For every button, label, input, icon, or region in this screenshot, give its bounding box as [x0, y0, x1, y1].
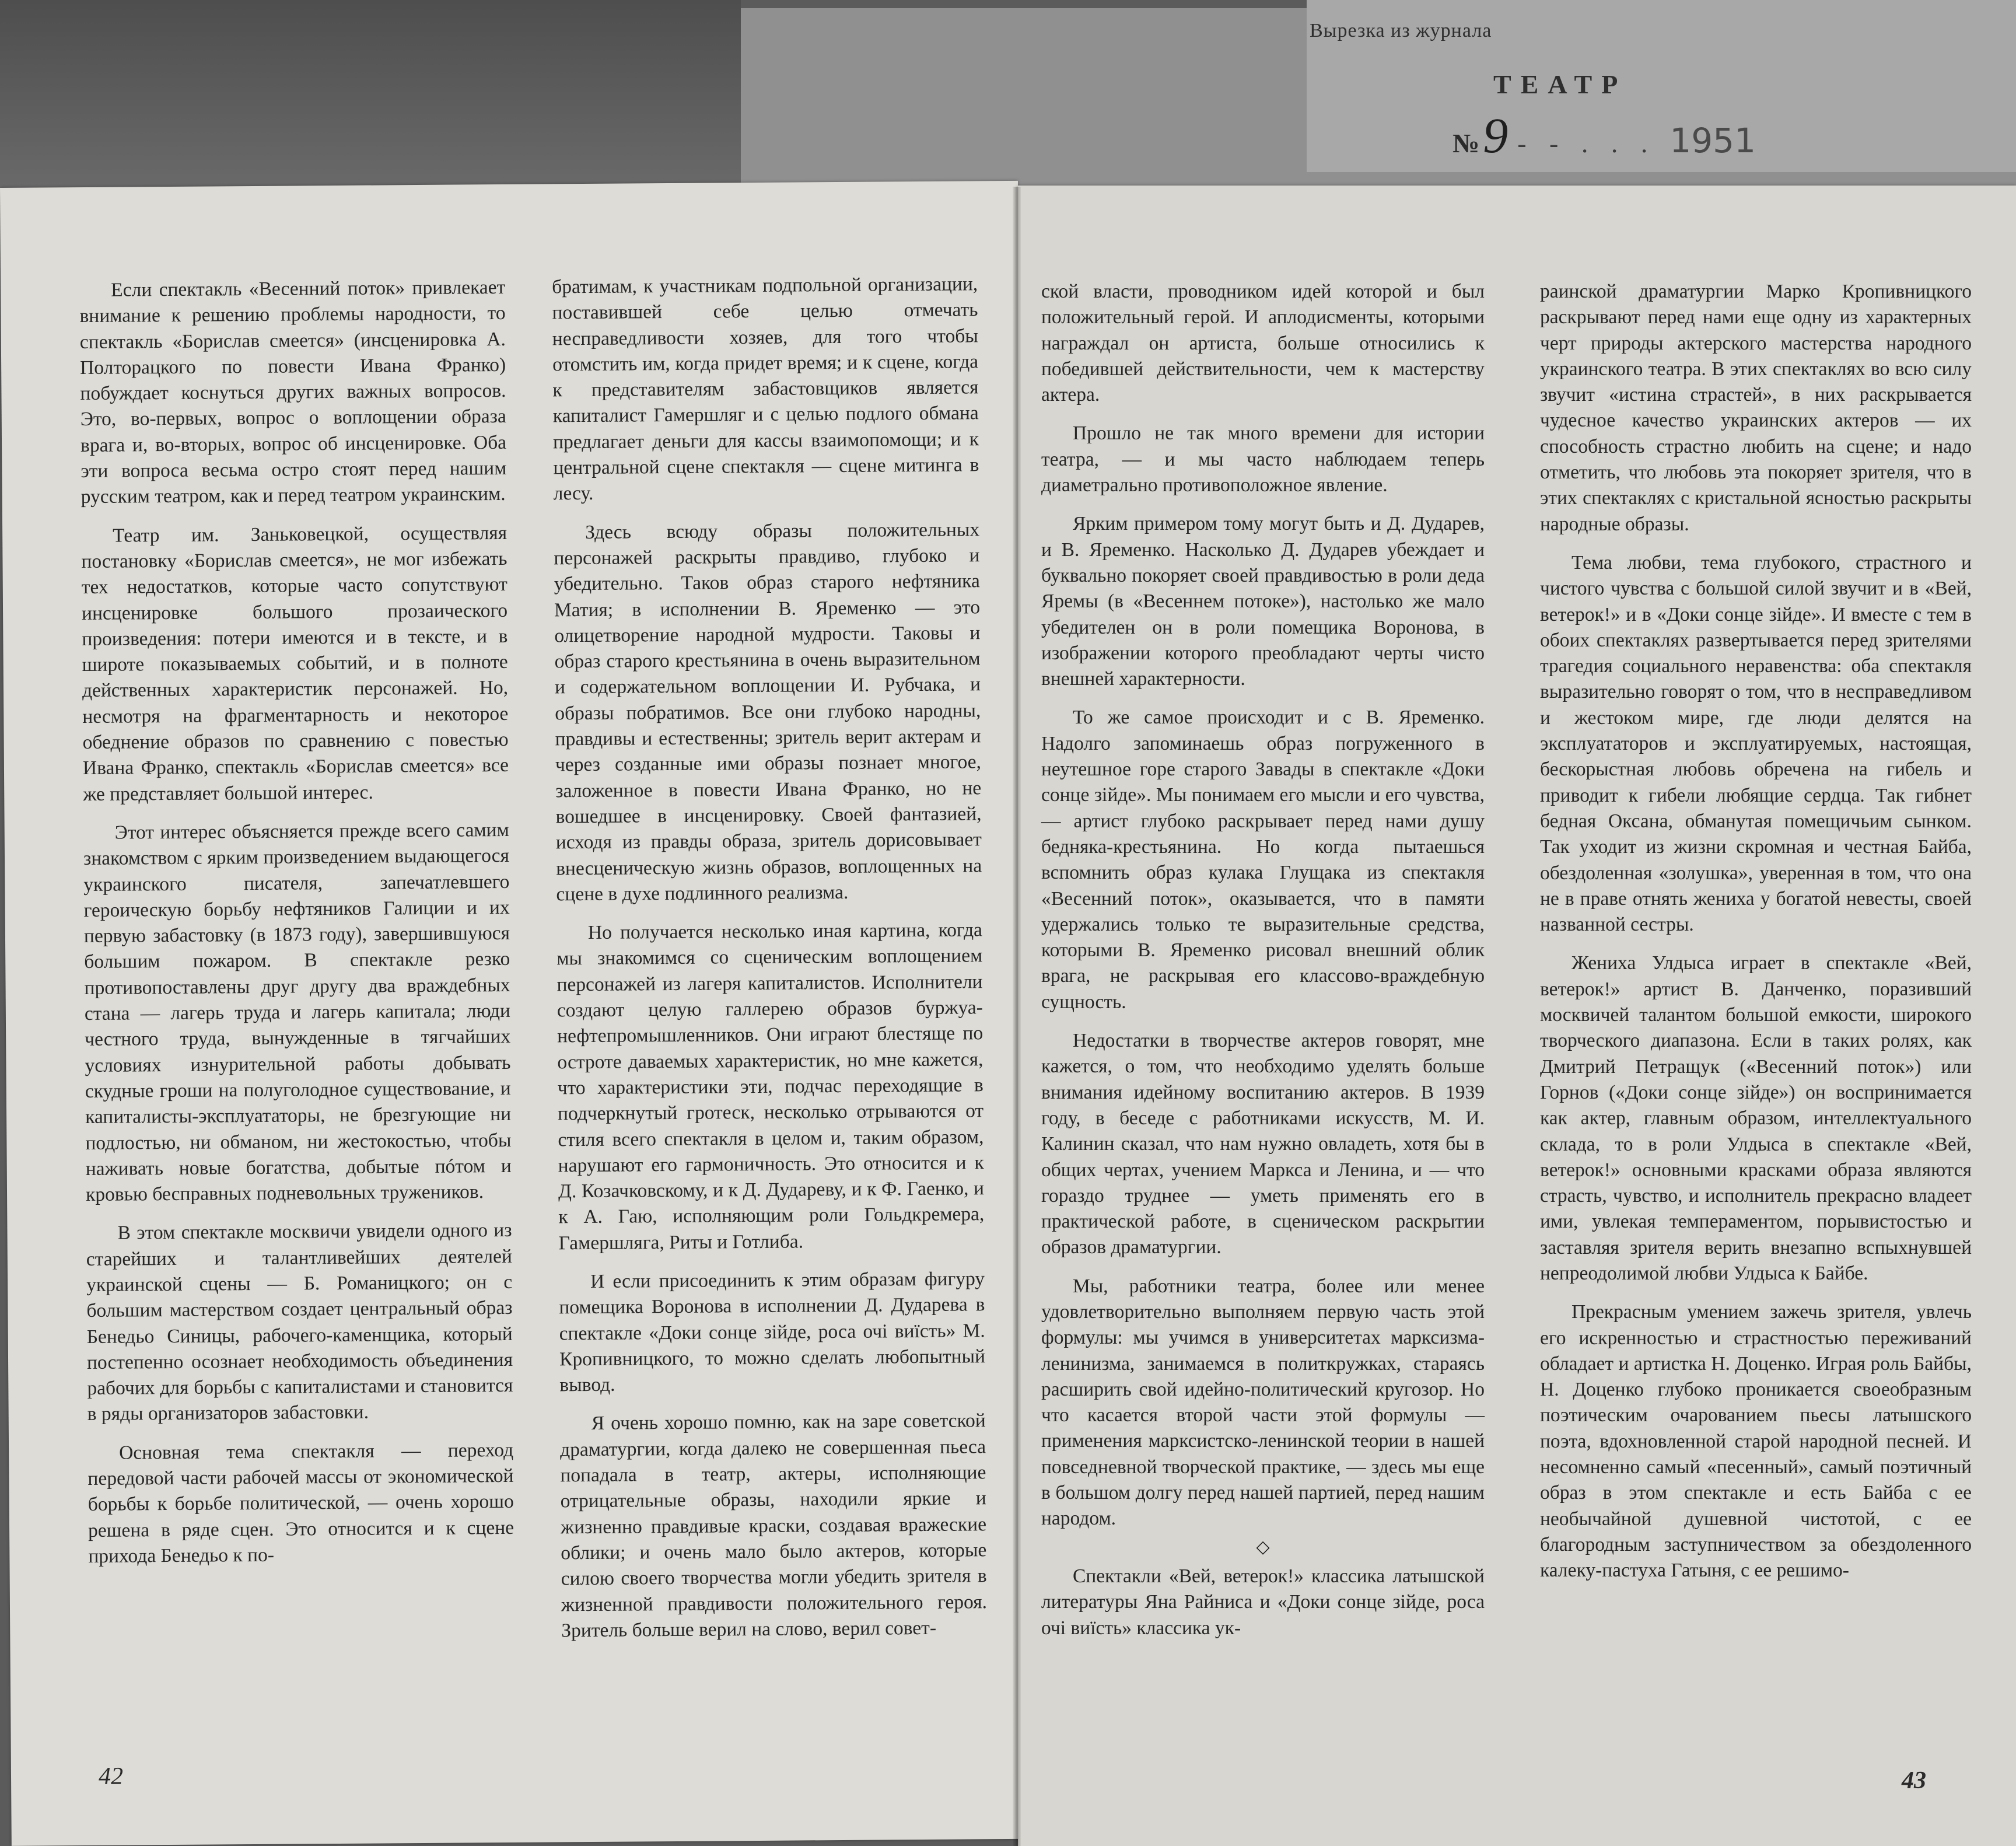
- page-number-left: 42: [98, 1763, 124, 1790]
- issue-prefix: №: [1452, 128, 1480, 158]
- paragraph: И если присоединить к этим образам фигуру помещика Воронова в исполнении Д. Дударева в спектакле «Доки сонце зійде, роса очі виїсть» М. Кропивницкого, то можно сделать любопытный вывод.: [559, 1268, 986, 1396]
- paragraph: То же самое происходит и с В. Яременко. Надолго запоминаешь образ погруженного в неутешное горе старого Завады в спектакле «Доки сонце зійде». Мы понимаем его мысли и его чувства, — артист глубоко раскрывает перед нами душу бедняка-крестьянина. Но когда пытаешься вспомнить образ кулака Глущака из спектакля «Весенний поток», оказывается, что в памяти удержались только те выразительные средства, которыми В. Яременко рисовал внешний облик врага, не раскрывая его классово-враждебную сущность.: [1041, 707, 1485, 1013]
- issue-number: 9: [1483, 107, 1508, 163]
- paragraph: Здесь всюду образы положительных персонажей раскрыты правдиво, глубоко и убедительно. Таков образ старого нефтяника Матия; в исполнении В. Яременко — это олицетворение народной мудрости. Таковы и образ старого крестьянина в очень выразительном и содержательном воплощении И. Рубчака, и образы побратимов. Все они глубоко народны, правдивы и естественны; зритель верит актерам и через созданные ими образы познает многое, заложенное в повести Ивана Франко, но не вошедшее в инсценировку. Своей фантазией, исходя из правды образа, зритель дорисовывает внесценическую жизнь образов, воплощенных на сцене в духе подлинного реализма.: [554, 518, 982, 905]
- paragraph: Театр им. Заньковецкой, осуществляя постановку «Борислав смеется», не мог избежать тех недостатков, которые часто сопутствуют инсценировке большого прозаического произведения: потери имеются и в тексте, и в широте показываемых событий, и в полноте действенных характеристик персонажей. Но, несмотря на фрагментарность и некоторое обеднение образов по сравнению с повестью Ивана Франко, спектакль «Борислав смеется» все же представляет большой интерес.: [81, 522, 509, 805]
- issue-dots: - - . . .: [1517, 128, 1656, 158]
- section-divider-icon: ◇: [1256, 1537, 1270, 1557]
- magazine-title: ТЕАТР: [1493, 69, 1628, 99]
- paragraph: Если спектакль «Весенний поток» привлекает внимание к решению проблемы народности, то спектакль «Борислав смеется» (инсценировка А. Полторацкого по повести Ивана Франко) побуждает коснуться других важных вопросов. Это, во-первых, вопрос о воплощении образа врага и, во-вторых, вопрос об инсценировке. Оба эти вопроса весьма остро стоят перед нашим русским театром, как и перед театром украинским.: [79, 276, 507, 508]
- paragraph: Прекрасным умением зажечь зрителя, увлечь его искренностью и страстностью переживаний обладает и артистка Н. Доценко. Играя роль Байбы, Н. Доценко глубоко проникается своеобразным поэтическим очарованием пьесы латышского поэта, вдохновленной старой народной песней. И несомненно самый «песенный», самый поэтичный образ в этом спектакле и есть Байба с ее необычайной душевной чистотой, с ее благородным заступничеством за обездоленного калеку-пастуха Гатыня, с ее решимо-: [1540, 1301, 1972, 1582]
- background-shadow: [0, 0, 741, 193]
- issue-stamp: [1452, 106, 1756, 163]
- paragraph: братимам, к участникам подпольной организации, поставившей себе целью отмечать несправедливости хозяев, для того чтобы отомстить им, когда придет время; и к сцене, когда к представителям забастовщиков является капиталист Гамершляг и с целью подлого обмана предлагает деньги для кассы взаимопомощи; и к центральной сцене спектакля — сцене митинга в лесу.: [552, 273, 979, 505]
- right-page: [1018, 186, 2016, 1846]
- paragraph: Жениха Улдыса играет в спектакле «Вей, ветерок!» артист В. Данченко, поразивший москвичей талантом большой емкости, широкого творческого диапазона. Если в таких ролях, как Дмитрий Петращук («Весенний поток») или Горнов («Доки сонце зійде») он воспринимается как актер, главным образом, интеллектуального склада, то в роли Улдыса в спектакле «Вей, ветерок!» основными красками образа являются страсть, чувство, и исполнитель прекрасно владеет ими, увлекая темпераментом, порывистостью и заставляя зрителя верить внезапно вспыхнувшей непреодолимой любви Улдыса к Байбе.: [1540, 952, 1972, 1284]
- column-3: [1041, 279, 1485, 1654]
- paragraph: В этом спектакле москвичи увидели одного из старейших и талантливейших деятелей украинской сцены — Б. Романицкого; он с большим мастерством создает центральный образ Бенедьо Синицы, рабочего-каменщика, который постепенно осознает необходимость объединения рабочих для борьбы с капиталистами и становится в ряды организаторов забастовки.: [86, 1219, 513, 1425]
- paragraph: Прошло не так много времени для истории театра, — и мы часто наблюдаем теперь диаметрально противоположное явление.: [1041, 422, 1485, 497]
- paragraph: Мы, работники театра, более или менее удовлетворительно выполняем первую часть этой формулы: мы учимся в университетах марксизма-ленинизма, занимаемся в политкружках, стараясь расширить свой идейно-политический кругозор. Но что касается второй части этой формулы — применения марксистско-ленинской теории в нашей повседневной творческой практике, — здесь мы еще в большом долгу перед нашей партией, перед нашим народом.: [1041, 1275, 1485, 1530]
- left-page: [0, 181, 1030, 1846]
- paragraph: Но получается несколько иная картина, когда мы знакомимся со сценическим воплощением персонажей из лагеря капиталистов. Исполнители создают целую галлерею образов буржуа-нефтепромышленников. Они играют блестяще по остроте даваемых характеристик, но мне кажется, что характеристики эти, подчас переходящие в подчеркнутый гротеск, несколько отрываются от стиля всего спектакля в целом и, таким образом, нарушают его гармоничность. Это относится и к Д. Козачковскому, и к Д. Дудареву, и к Ф. Гаенко, и к А. Гаю, исполняющим роли Гольдкремера, Гамершляга, Риты и Готлиба.: [556, 919, 985, 1254]
- paragraph: Я очень хорошо помню, как на заре советской драматургии, когда далеко не совершенная пьеса попадала в театр, актеры, исполняющие отрицательные образы, находили яркие и жизненно правдивые краски, создавая вражеские облики; и очень мало было актеров, которые силою своего творчества могли убедить зрителя в жизненной правдивости положительного героя. Зритель больше верил на слово, верил совет-: [559, 1410, 988, 1642]
- paragraph: ской власти, проводником идей которой и был положительный герой. И аплодисменты, которыми награждал он артиста, больше относились к победившей действительности, чем к мастерству актера.: [1041, 281, 1485, 406]
- paragraph: Спектакли «Вей, ветерок!» классика латышской литературы Яна Райниса и «Доки сонце зійде, роса очі виїсть» классика ук-: [1041, 1565, 1485, 1639]
- paragraph: Этот интерес объясняется прежде всего самим знакомством с ярким произведением выдающегося украинского писателя, запечатлевшего героическую борьбу нефтяников Галиции и их первую забастовку (в 1873 году), завершившуюся большим пожаром. В спектакле резко противопоставлены друг другу два враждебных стана — лагерь труда и лагерь капитала; люди честного труда, вынужденные в тягчайших условиях изнурительной работы добывать скудные гроши на полуголодное существование, и капиталисты-эксплуататоры, не брезгующие ни подлостью, ни обманом, ни жестокостью, чтобы наживать новые богатства, добытые пóтом и кровью бесправных подневольных тружеников.: [83, 819, 512, 1206]
- column-4: [1540, 279, 1972, 1597]
- paragraph: раинской драматургии Марко Кропивницкого раскрывают перед нами еще одну из характерных черт природы актерского мастерства народного украинского театра. В этих спектаклях во всю силу звучит «истина страстей», в них раскрывается чудесное качество украинских актеров — их способность страстно любить на сцене; и надо отметить, что любовь эта покоряет зрителя, что в этих спектаклях с кристальной ясностью раскрыты народные образы.: [1540, 281, 1972, 535]
- page-fold: [1013, 187, 1021, 1846]
- page-number-right: 43: [1902, 1767, 1926, 1794]
- paragraph: Ярким примером тому могут быть и Д. Дударев, и В. Яременко. Насколько Д. Дударев убеждает и буквально покоряет своей правдивостью в роли деда Яремы (в «Весеннем потоке»), настолько же мало убедителен он в роли помещика Воронова, в изображении которого преобладают черты чисто внешней характерности.: [1041, 513, 1485, 690]
- issue-year: 1951: [1670, 121, 1756, 160]
- column-1: [79, 275, 514, 1582]
- paragraph: Основная тема спектакля — переход передовой части рабочей массы от экономической борьбы к борьбе политической, — очень хорошо решена в ряде сцен. Это относится и к сцене прихода Бенедьо к по-: [88, 1439, 514, 1567]
- paragraph: Тема любви, тема глубокого, страстного и чистого чувства с большой силой звучит и в «Вей, ветерок!» и в «Доки сонце зійде». И вместе с тем в обоих спектаклях развертывается перед зрителями трагедия социального неравенства: оба спектакля выразительно говорят о том, что в несправедливом и жестоком мире, где люди делятся на эксплуататоров и эксплуатируемых, настоящая, бескорыстная любовь обречена на гибель и приводит к гибели любящие сердца. Так гибнет бедная Оксана, обманутая помещичьим сынком. Так уходит из жизни скромная и честная Байба, обездоленная «золушка», уверенная в том, что она не в праве отнять жениха у богатой невесты, своей названной сестры.: [1540, 551, 1972, 936]
- paragraph: Недостатки в творчестве актеров говорят, мне кажется, о том, что необходимо уделять больше внимания идейному воспитанию актеров. В 1939 году, в беседе с работниками искусств, М. И. Калинин сказал, что нам нужно овладеть, хотя бы в общих чертах, учением Маркса и Ленина, и — что гораздо труднее — уметь применять его в практической работе, в сценическом раскрытии образов драматургии.: [1041, 1030, 1485, 1258]
- column-2: [552, 271, 988, 1656]
- clipping-source-text: Вырезка из журнала: [1310, 20, 1492, 41]
